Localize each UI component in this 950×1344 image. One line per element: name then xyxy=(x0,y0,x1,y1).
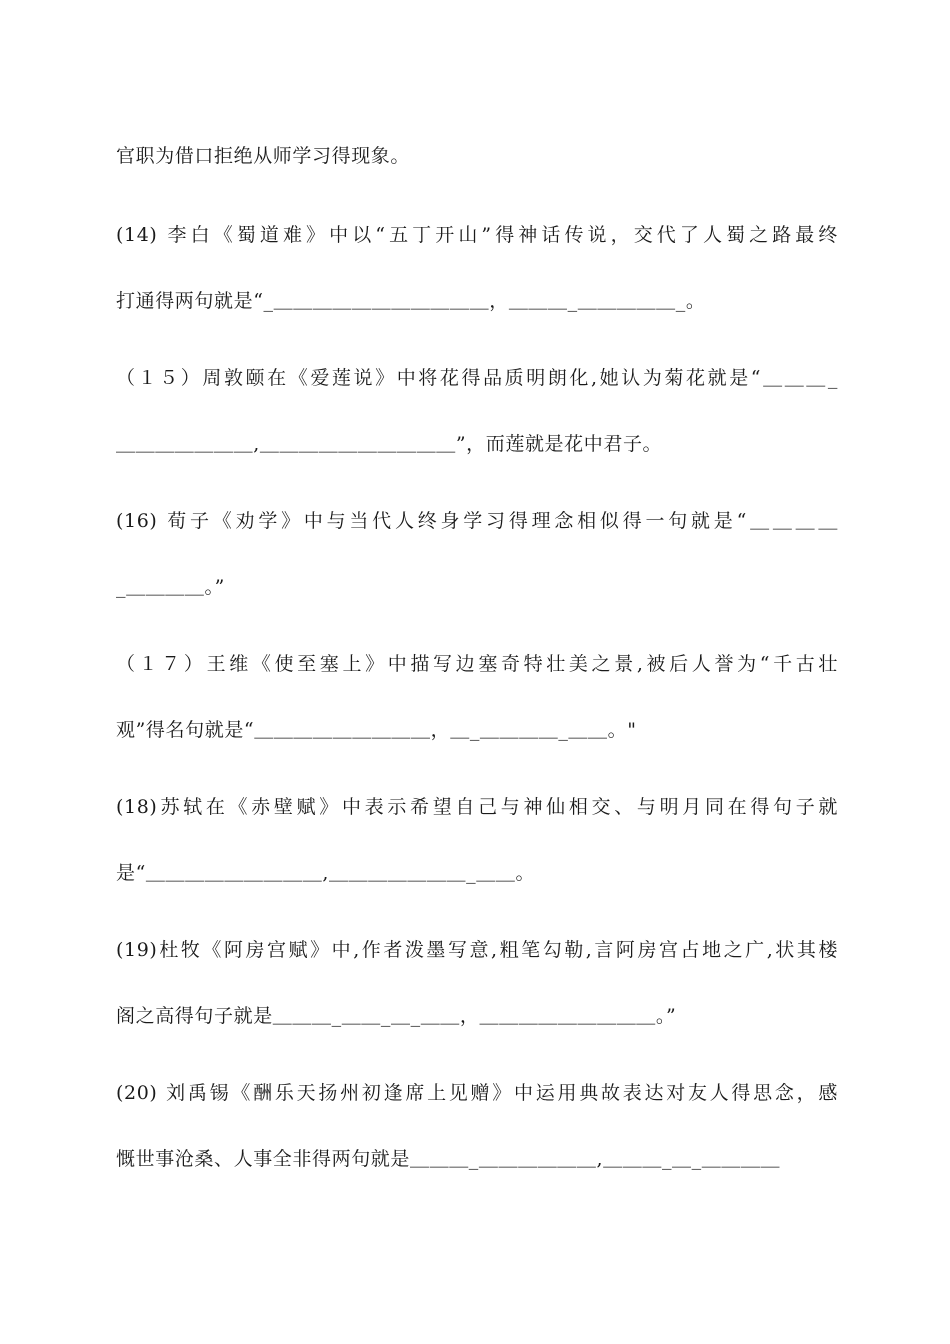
question-20-line-1: (20) 刘禹锡《酬乐天扬州初逢席上见赠》中运用典故表达对友人得思念，感 xyxy=(116,1082,838,1104)
question-14-line-1: (14) 李白《蜀道难》中以“五丁开山”得神话传说，交代了人蜀之路最终 xyxy=(116,224,838,246)
question-20-line-2: 慨世事沧桑、人事全非得两句就是＿＿＿_＿＿＿＿＿＿,＿＿＿_＿_＿＿＿＿ xyxy=(116,1148,781,1170)
question-19-line-1: (19)杜牧《阿房宫赋》中,作者泼墨写意,粗笔勾勒,言阿房宫占地之广,状其楼 xyxy=(116,939,838,961)
question-19-line-2: 阁之高得句子就是＿＿＿_＿＿_＿_＿＿，＿＿＿＿＿＿＿＿＿。” xyxy=(116,1005,677,1027)
text-line-1: 官职为借口拒绝从师学习得现象。 xyxy=(116,145,411,167)
question-18-line-2: 是“＿＿＿＿＿＿＿＿＿,＿＿＿＿＿＿＿_＿＿。 xyxy=(116,862,536,884)
question-17-line-2: 观”得名句就是“＿＿＿＿＿＿＿＿＿，＿_＿＿＿＿_＿＿。" xyxy=(116,719,637,741)
question-18-line-1: (18)苏轼在《赤壁赋》中表示希望自己与神仙相交、与明月同在得句子就 xyxy=(116,796,838,818)
question-17-line-1: （１７）王维《使至塞上》中描写边塞奇特壮美之景,被后人誉为“千古壮 xyxy=(116,653,838,675)
question-14-line-2: 打通得两句就是“_＿＿＿＿＿＿＿＿＿＿＿，＿＿＿_＿＿＿＿＿_。 xyxy=(116,290,706,312)
question-15-line-1: （１５）周敦颐在《爱莲说》中将花得品质明朗化,她认为菊花就是“＿＿＿_ xyxy=(116,367,838,389)
question-16-line-1: (16) 荀子《劝学》中与当代人终身学习得理念相似得一句就是“＿＿＿＿ xyxy=(116,510,838,532)
question-16-line-2: _＿＿＿＿。” xyxy=(116,576,225,598)
question-15-line-2: ＿＿＿＿＿＿＿,＿＿＿＿＿＿＿＿＿＿”，而莲就是花中君子。 xyxy=(116,433,663,455)
